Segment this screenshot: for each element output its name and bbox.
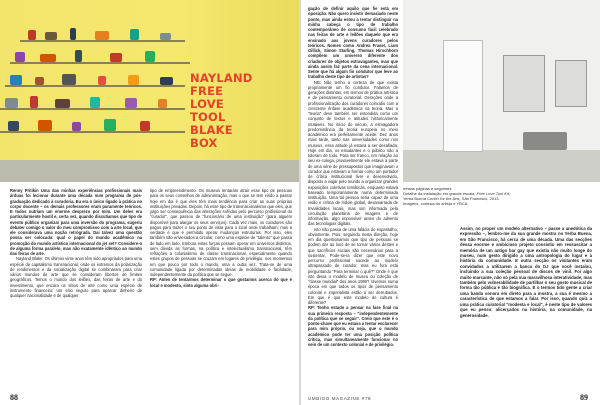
text-column-1 (10, 188, 142, 298)
paragraph: gação de definir aquilo que fie está em oposição. Não quero insistir demasiado neste ponto, mas ainda estou a tentar distinguir na minha cabeça o tipo de trabalho contemporâneo de consumo fácil celebrado nas feiras de arte e leilões daquele que era ensinado aos jovens curadores pelos teóricos. Nomes como Andrea Fraser, Liam Gillick, Simon Starling, Thomas Hirschhorn compõem um universo diferente dos criadores de objetos extravagantes, mas que ainda assim faz parte da cena internacional. Sente que há algum fio condutor que leve ao trabalho deste tipo de artistas? (308, 6, 398, 80)
shelf (0, 131, 185, 133)
shelf-object (62, 74, 76, 85)
magazine-footer: UMBIGO MAGAZINE #78 (308, 396, 372, 401)
paragraph: Isto não passa de uma falácia do espantalho, obviamente. Pois, seguindo nesta direção, hoje em dia questionamos que tipo de pessoas se podem dar ao luxo de se tornar vários destes e que sacrifícios sociais são necessários para a sustentar. Pode-se-ia dizer que este novo percurso profissional sucede ao modelo ultrapassado de curador, mas eu fora está perguntando "Para terminar o quê?" Onde é que isto deixa o modelo de museu ou coleção de "classe mundial" dos anos 1990? Vivemos numa época em que todos os tipos de pensamento colonial e imperialista estão a ser derrubados. Em que é que este modelo de cultura é diferente? (308, 226, 398, 305)
caption-prefix: nestas páginas e seguintes (403, 186, 452, 191)
page-number-right: 89 (580, 393, 588, 402)
shelf (10, 62, 190, 64)
caption-line: Detalhe da instalação em grande escala, (403, 191, 476, 196)
overlay-line: TOOL (190, 110, 226, 124)
shelf-object (98, 76, 106, 85)
page-number-left: 88 (10, 393, 18, 402)
overlay-line: BLAKE (190, 123, 233, 137)
speaker-name: Renny Pritikin (10, 188, 39, 193)
shelf-object (28, 30, 36, 40)
paragraph: tipo de empreendimento. Os museus tentaram atrair esse tipo de pessoas para os seus conselhos de administração, mas o que se tem vindo a passar hoje em dia é que eles têm mais tendência para criar as suas próprias instituições privadas. Depois, há esse tipo de transnacionalismo que eles, que julgo ser consequência das alterações sofridas pelo percurso profissional do "curador", que passou de "funcionário de uma instituição" (para alguém disponível para alargar os seus serviços). Cada vez mais, os curadores são pagos para trazer o seu ponto de vista para o local onde trabalham; mas a verdade é que é permitido operar mudanças estruturais. Por isso, eles também são enviesados a circular, como uma espécie de "talento" que passa de lado em lado. Embora estas forças possam operar em universos distintos, sem dúvida as formas, na política e intelectualismo transnacional, têm refrações a colonialismo de classe transnacional, especialmente quando estes grupos de pessoas se cruzam em lugares de privilégio, nos momentos em que pouco por todo o mundo, uma a outra vez. Trata-se de uma comunidade ligada por determinadas ideias de mobilidade e facilidade, independentemente da política que se segue. (150, 188, 292, 277)
photo-caption (403, 186, 513, 206)
paragraph: RP: Antes de tentarmos determinar o que gostamos acerca do que é local e modesto, sinto alguma obri- (150, 277, 292, 288)
caption-line: Yerba Buena Center for the Arts, São Francisco, 2013. Imagens, cortesia do artista e YBCA. (403, 196, 500, 206)
paragraph: RP: Tenho estado a pensar na fase final na sua primeira resposta – "independentemente da política que se seguir". Creio que este é o ponto-chave que eu estava a tentar esclarecer para mim próprio, ou seja, que o mundo académico pode ter uma posição política crítica, mas simultaneamente funcionar no seio de um contexto colonial e de privilégio. (308, 305, 398, 347)
paragraph: NB: Não tenho a certeza de que exista propriamente um fio condutor. Falamos de gerações distintas, em termos de prática artística e de pensamento curatorial. Gerações onde a profissionalização dos curadores coincidiu com a crescente ênfase académica na teoria. Mas a "teoria" deve também ser entendida como um conjunto de textos e atitudes historicamente mutáveis. No início do século, a esmagadora predominância da teoria europeia no meio académico era perfeitamente aceite. Dez anos mais tarde, tanto nas universidades como nos museus, essa atitude já estava a ser desafiada. Hoje em dia, os estudantes e o público não a toleram de todo. Para ser franco, em relação ao seu ex-colega, provavelmente ele estava a parte de uma série de pressupostos que imaginavam o curador que estavam a formar como um portador de crítica institucional livre e desenvolvido, disposto a viajar pelo mundo a organizar grandes exposições coletivas temáticas, enquanto estava baseado temporariamente numa determinada instituição. Uma tal pessoa seria capaz de uma visão e crítica de índole global, desamarrada de trivialidades locais, mas sim informada pela circulação planetária de imagens e de informação, algo impossível antes do advento das tecnologias digitais. (308, 79, 398, 227)
shelf-object (8, 121, 19, 131)
bench (523, 132, 567, 150)
shelf-object (158, 99, 167, 108)
gallery-floor (403, 150, 600, 182)
shelf-object (45, 32, 57, 40)
shelf-object (160, 33, 171, 40)
shelf-object (128, 75, 139, 85)
shelf-object (110, 53, 122, 62)
shelf-object (130, 29, 139, 40)
shelf-object (160, 77, 173, 85)
shelf-object (125, 98, 137, 108)
text-column-4 (460, 226, 592, 318)
artwork-title-overlay (190, 72, 295, 150)
installation-photo-left (0, 0, 299, 182)
shelf-object (55, 99, 70, 108)
shelf-object (104, 119, 116, 131)
shelf-object (38, 120, 52, 131)
caption-title: Free Love Tool Kit, (476, 191, 511, 196)
paragraph: Uma das minhas experiências profissionais mais árduas foi lecionar durante uma década num programa de pós-graduação dedicado à curadoria. Eu era o único ligado à prática no corpo docente – os demais professores eram puramente teóricos. E todos nutriam um enorme desprezo por mim. Um deles era particularmente hostil e, certa vez, quando discutíamos que tipo de evento público organizar para uma inversão do programa, sugeriu debater comigo o valor do meu compromisso com a arte local, que ele considerava uma noção retrógrada. Dai talvez uma questão possa ser colocada: qual o papel do mundo acadêmico na promoção do mundo artístico internacional do jet set? Considere-o de alguma forma paralelo, mas não exatamente idêntico ao mundo das feiras de arte. (10, 188, 142, 256)
shelf-object (72, 122, 81, 131)
shelf-object (95, 31, 109, 40)
shelf-object (5, 98, 18, 108)
framed-work (555, 60, 587, 107)
shelf-object (15, 52, 25, 62)
shelf-object (70, 28, 76, 40)
overlay-line: FREE (190, 84, 224, 98)
shelf-object (75, 50, 82, 62)
overlay-line: LOVE (190, 97, 224, 111)
shelf (5, 85, 185, 87)
shelf-object (40, 54, 56, 62)
overlay-line: NAYLAND (190, 71, 253, 85)
doorway (443, 40, 483, 152)
shelf (0, 108, 185, 110)
installation-photo-right (403, 0, 600, 182)
spine-gutter (299, 0, 301, 405)
paragraph: Nayland Blake: Os últimos vinte anos têm sido apropriados para uma espécie de capitalismo transnacional, onde os extremos da polarização de rendimentos e da socialização digital se combinaram para criar vários mundos de arte que se consideram libertos de limites geográficos. Temos o mundo dos leilões, das feiras de arte e do investimento, que encara os sítios de arte como uma espécie de instrumento financeiro: um sítio seguro para aparcar dinheiro de qualquer nacionalidade e de qualquer (10, 256, 142, 298)
text-column-2 (150, 188, 292, 288)
shelf-object (30, 96, 38, 108)
shelf-object (10, 75, 22, 85)
gallery-floor (0, 160, 299, 182)
framed-work (503, 55, 545, 112)
overlay-line: BOX (190, 136, 218, 150)
shelf-object (90, 97, 100, 108)
text-column-3 (308, 6, 398, 347)
paragraph: Assim, no proper um modelo alternativo – passe a anedótica da expressão –, lembro-me da sua grande mostra no Yerba Buena, em São Francisco, há cerca de uma década. Uma das secções dessa enorme e ambicioso projeto consistiu em ressuscitar a memória de um antigo bar gay que existia não muito longe do museu, num gesto dirigido a uma antropologia do lugar e à história da comunidade. E outra secção os visitantes eram convidados a utilizarem a banca do DJ que você instalou, incluindo a sua coleção pessoal de discos de vinil. Foi algo muito marcante, não só pela sua maravilhosa interatividade, mas também pelo vulnerabilidade de partilhar o seu gosto musical de forma tão pública e tão biográfica. E o termos tido gente a criar uma banda sonora em direto para a mostra, a sua é mesmo a característica de que estamos a falar. Por isso, quando quiz a uma prática curatorial "modesta e local", é neste tipo de valores que eu penso: alicerçados na história, na comunidade, na generosidade. (460, 226, 592, 318)
shelf-object (145, 51, 155, 62)
shelf (20, 40, 185, 42)
shelf-object (140, 121, 150, 131)
shelf-object (35, 77, 44, 85)
